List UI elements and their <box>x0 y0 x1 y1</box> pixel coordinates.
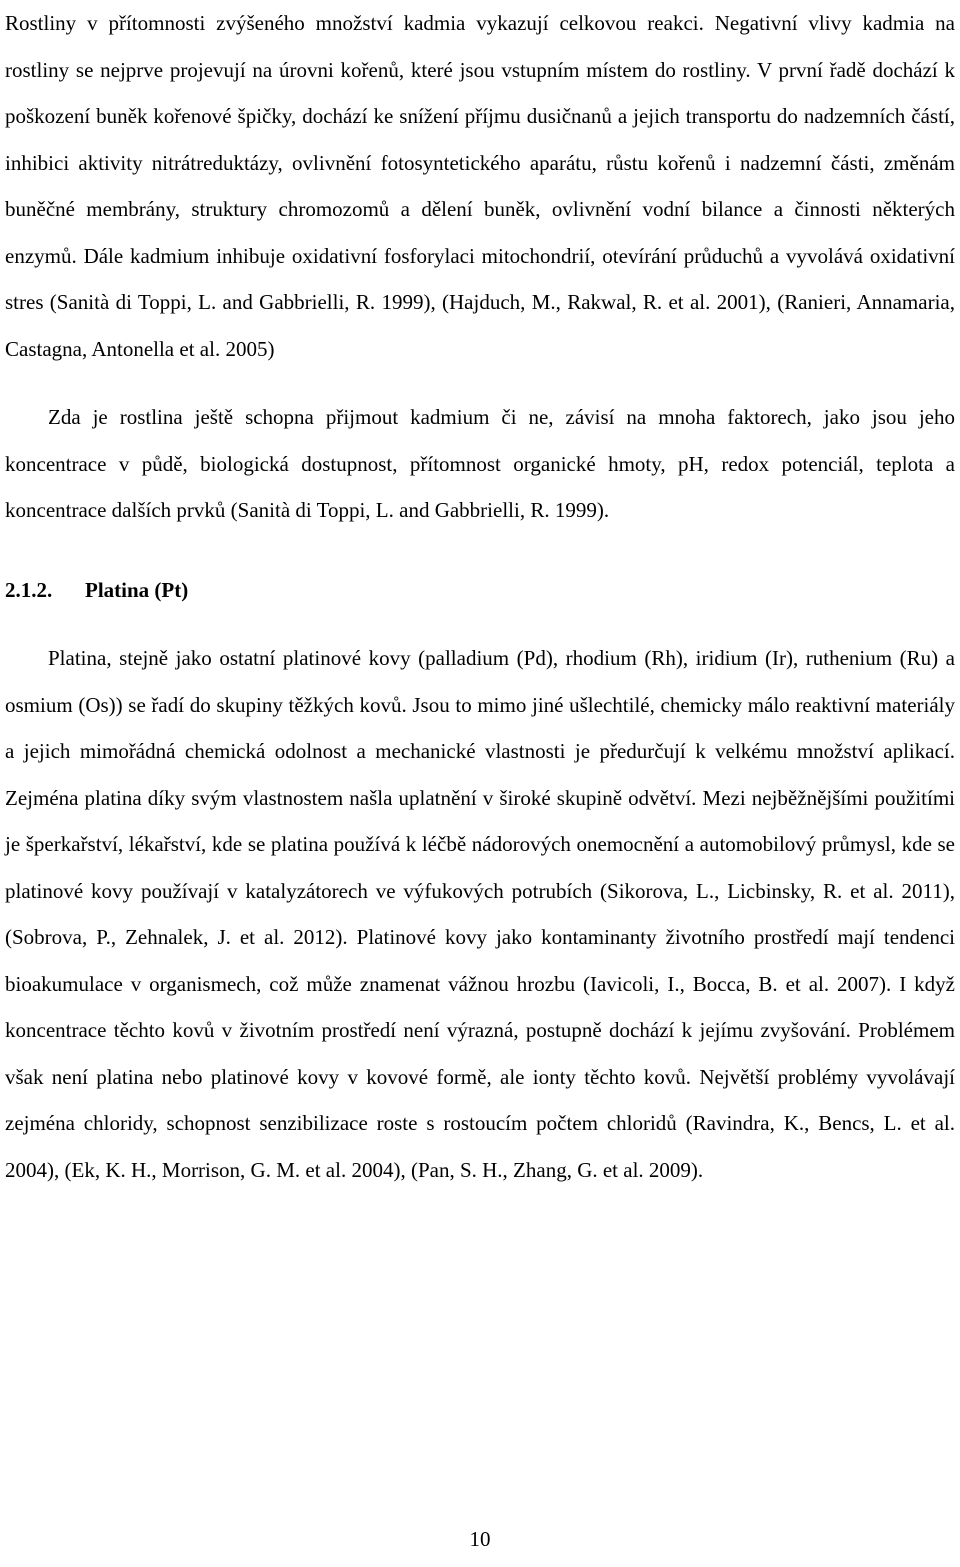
section-number: 2.1.2. <box>5 577 53 602</box>
paragraph-cadmium-uptake: Zda je rostlina ještě schopna přijmout kadmium či ne, závisí na mnoha faktorech, jako jsou jeho koncentrace v půdě, biologická dostupnost, přítomnost organické hmoty, pH, redox potenciál, teplota a koncentrace dalších prvků (Sanità di Toppi, L. and Gabbrielli, R. 1999). <box>5 405 955 522</box>
page-number: 10 <box>469 1527 491 1551</box>
paragraph-platinum: Platina, stejně jako ostatní platinové kovy (palladium (Pd), rhodium (Rh), iridium (Ir), ruthenium (Ru) a osmium (Os)) se řadí do skupiny těžkých kovů. Jsou to mimo jiné ušlechtilé, chemicky málo reaktivní materiály a jejich mimořádná chemická odolnost a mechanické vlastnosti je předurčují k velkému množství aplikací. Zejména platina díky svým vlastnostem našla uplatnění v široké skupině odvětví. Mezi nejběžnějšími použitími je šperkařství, lékařství, kde se platina používá k léčbě nádorových onemocnění a automobilový průmysl, kde se platinové kovy používají v katalyzátorech ve výfukových potrubích (Sikorova, L., Licbinsky, R. et al. 2011), (Sobrova, P., Zehnalek, J. et al. 2012). Platinové kovy jako kontaminanty životního prostředí mají tendenci bioakumulace v organismech, což může znamenat vážnou hrozbu (Iavicoli, I., Bocca, B. et al. 2007). I když koncentrace těchto kovů v životním prostředí není výrazná, postupně dochází k jejímu zvyšování. Problémem však není platina nebo platinové kovy v kovové formě, ale ionty těchto kovů. Největší problémy vyvolávají zejména chloridy, schopnost senzibilizace roste s rostoucím počtem chloridů (Ravindra, K., Bencs, L. et al. 2004), (Ek, K. H., Morrison, G. M. et al. 2004), (Pan, S. H., Zhang, G. et al. 2009). <box>5 646 955 1182</box>
section-spacer <box>5 534 955 567</box>
paragraph-cadmium-effects: Rostliny v přítomnosti zvýšeného množství kadmia vykazují celkovou reakci. Negativní vlivy kadmia na rostliny se nejprve projevují na úrovni kořenů, které jsou vstupním místem do rostliny. V první řadě dochází k poškození buněk kořenové špičky, dochází ke snížení příjmu dusičnanů a jejich transportu do nadzemních částí, inhibici aktivity nitrátreduktázy, ovlivnění fotosyntetického aparátu, růstu kořenů i nadzemní části, změnám buněčné membrány, struktury chromozomů a dělení buněk, ovlivnění vodní bilance a činnosti některých enzymů. Dále kadmium inhibuje oxidativní fosforylaci mitochondrií, otevírání průduchů a vyvolává oxidativní stres (Sanità di Toppi, L. and Gabbrielli, R. 1999), (Hajduch, M., Rakwal, R. et al. 2001), (Ranieri, Annamaria, Castagna, Antonella et al. 2005) <box>5 11 955 361</box>
heading-spacer <box>5 613 955 635</box>
section-title: Platina (Pt) <box>85 577 189 602</box>
page-content <box>5 0 955 1193</box>
paragraph-spacer <box>5 372 955 394</box>
section-heading <box>5 567 955 614</box>
